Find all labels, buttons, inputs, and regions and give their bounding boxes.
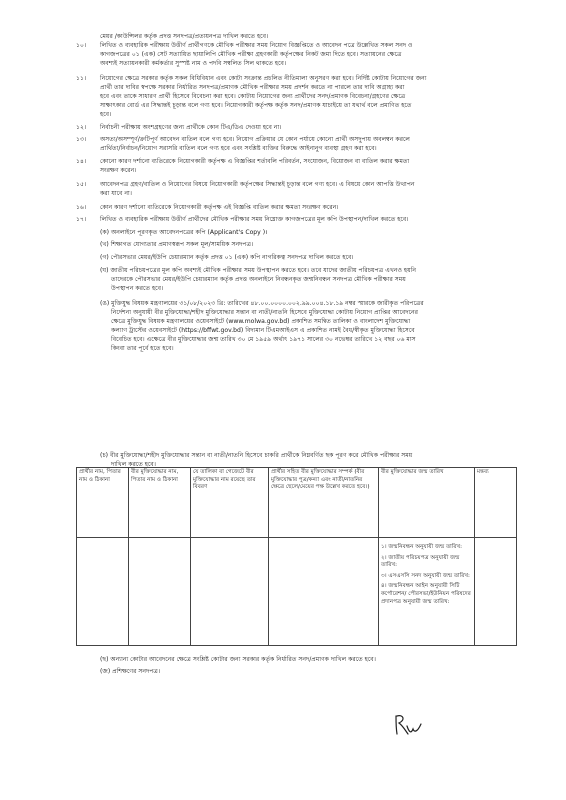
text-line: উপস্থাপন করতে হবে। [111, 285, 164, 292]
applicant-cell[interactable] [77, 538, 129, 646]
table-header-row [77, 468, 517, 538]
text-line: সাক্ষাৎকার বোর্ড এর সিদ্ধান্তই চূড়ান্ত বলে গণ্য হবে। নিয়োগকারী কর্তৃপক্ষ কর্তৃক সনদ/প্রমাণক যাচাইয়ে তা যথার্থ বলে প্রমাণিত হতে [100, 102, 412, 109]
text-line: কিংবা তার পূর্বে হতে হবে। [111, 345, 174, 352]
item-number: ১৪। [76, 158, 87, 165]
birth-date-item: ২। জাতীয় পরিচয়পত্র অনুযায়ী জন্ম তারিখ: [381, 554, 460, 569]
item-number: ১৩। [76, 136, 87, 143]
freedom-fighter-cell[interactable] [129, 538, 191, 646]
text-line: (ঘ) জাতীয় পরিচয়পত্রের মূল কপি অবশ্যই মৌখিক পরীক্ষার সময় উপস্থাপন করতে হবে। তবে যাদের জাতীয় পরিচয়পত্র এখনও হয়নি [100, 267, 417, 274]
item-number: ১১। [76, 75, 87, 82]
text-line: হবে এবং তাকে সাধারণ প্রার্থী হিসেবে বিবেচনা করা হবে। কোটায় নিয়োগের জন্য প্রার্থীদের সনদ/প্রমাণক বিবেচনা/গ্রহণের ক্ষেত্রে [100, 93, 406, 100]
text-line: নির্বাচনী পরীক্ষায় অংশগ্রহণের জন্য প্রার্থীকে কোন টিএ/ডিএ দেওয়া হবে না। [100, 124, 282, 131]
birth-date-item: ১। জন্মনিবন্ধন অনুযায়ী জন্ম তারিখ: [381, 544, 463, 550]
text-line: হবে। [100, 111, 112, 118]
item-number: ১৫। [76, 181, 87, 188]
signature-image [392, 712, 426, 738]
text-line: প্রার্থী তার দাবির স্বপক্ষে সরকার নির্ধারিত সনদপত্র/প্রমাণক মৌখিক পরীক্ষার সময় প্রদর্শন করতে না পারলে তার দাবি অগ্রাহ্য করা [100, 84, 405, 91]
table-header-cell: যে তালিকা বা গেজেটে বীর মুক্তিযোদ্ধার নাম রয়েছে তার বিবরণ [191, 468, 269, 538]
item-number: ১৭। [76, 216, 87, 223]
gazette-cell[interactable] [191, 538, 269, 646]
text-line: নিয়োগের ক্ষেত্রে সরকার কর্তৃক সকল বিধিবিধান এবং কোটা সংক্রান্ত প্রচলিত নীতিমালা অনুসরণ করা হবে। নির্দিষ্ট কোটায় নিয়োগের জন্য [100, 75, 427, 82]
table-header-cell: বীর মুক্তিযোদ্ধার জন্ম তারিখ [379, 468, 475, 538]
text-line: লিখিত ও ব্যবহারিক পরীক্ষায় উত্তীর্ণ প্রার্থীদের মৌখিক পরীক্ষার সময় নিম্নোক্ত কাগজপত্রের মূল কপি উপস্থাপন/দাখিল করতে হবে। [100, 216, 409, 223]
text-line: কল্যাণ ট্রাস্টের ওয়েবসাইটে (https://bffwt.gov.bd) বিদ্যমান টিএমআইএস এ প্রকাশিত নামই বৈধ/স্বীকৃত মুক্তিযোদ্ধা হিসেবে [111, 327, 415, 334]
table-header-cell: প্রার্থীর নাম, পিতার নাম ও ঠিকানা [77, 468, 129, 538]
text-line: আবেদনপত্র গ্রহণ/বাতিল ও নিয়োগের বিষয়ে নিয়োগকারী কর্তৃপক্ষের সিদ্ধান্তই চূড়ান্ত বলে গণ্য হবে। এ বিষয়ে কোন আপত্তি উত্থাপন [100, 181, 415, 188]
text-line: কোনো কারণ দর্শানো ব্যতিরেকে নিয়োগকারী কর্তৃপক্ষ এ বিজ্ঞপ্তির শর্তাবলি পরিবর্তন, সংযোজন, বিয়োজন বা বাতিল করার ক্ষমতা [100, 158, 410, 165]
table-row [77, 538, 517, 646]
text-line: সংরক্ষণ করেন। [100, 167, 137, 174]
text-line: (খ) শিক্ষাগত যোগ্যতার প্রমাণস্বরূপ সকল মূল/সাময়িক সনদপত্র। [100, 241, 254, 248]
table-header-cell: মন্তব্য [475, 468, 517, 538]
text-line: অসত্য/অসম্পূর্ণ/ক্রটিপূর্ণ আবেদন বাতিল বলে গণ্য হবে। নিয়োগ প্রক্রিয়ার যে কোন পর্যায়ে কোনো প্রার্থী অসদুপায় অবলম্বন করলে [100, 136, 410, 143]
item-number: ১২। [76, 124, 87, 131]
text-line: কাগজপত্রের ০১ (এক) সেট সত্যায়িত ছায়ালিপি মৌখিক পরীক্ষা গ্রহণকারী কর্তৃপক্ষের নিকট জমা দিতে হবে। সত্যায়নের ক্ষেত্রে [100, 51, 402, 58]
table-header-cell: বীর মুক্তিযোদ্ধার নাম, পিতার নাম ও ঠিকানা [129, 468, 191, 538]
table-header-cell: প্রার্থীর সহিত বীর মুক্তিযোদ্ধার সম্পর্ক (বীর মুক্তিযোদ্ধার পুত্র/কন্যা এবং নাতী/নাতনির ক্ষেত্রে ছেলে/মেয়ের পক্ষ উল্লেখ করতে হবে।) [269, 468, 379, 538]
text-line: করা যাবে না। [100, 190, 132, 197]
item-number: ১৬। [76, 204, 87, 211]
text-line: (ঙ) মুক্তিযুদ্ধ বিষয়ক মন্ত্রণালয়ের ৩১/০৮/২০২৩ খ্রি: তারিখের ৪৮.০০.০০০০.০০২.৯৯.০০৪.১৮.১৯ নম্বর স্মারকে জারীকৃত পরিপত্রের [100, 300, 424, 307]
freedom-fighter-form-table [76, 467, 517, 646]
text-line: (গ) পৌরসভার মেয়র/ইউপি চেয়ারম্যান কর্তৃক প্রদত্ত ০১ (এক) কপি নাগরিকত্ব সনদপত্র দাখিল করতে হবে। [100, 254, 354, 261]
item-number: ১০। [76, 42, 87, 49]
relation-cell[interactable] [269, 538, 379, 646]
text-line: বিবেচিত হবে। এক্ষেত্রে বীর মুক্তিযোদ্ধার জন্ম তারিখ ৩০ মে ১৯৫৯ অর্থাৎ ১৯৭১ সালের ৩০ নভেম্বর তারিখে ১২ বছর ০৬ মাস [111, 336, 416, 343]
text-line: (জ) প্রশিক্ষণের সনদপত্র। [100, 668, 161, 675]
text-line: অবশ্যই সত্যায়নকারী কর্মকর্তার সুস্পষ্ট নাম ও পদবি সম্বলিত সিল থাকতে হবে। [100, 60, 287, 67]
text-line: নির্দেশনা অনুযায়ী বীর মুক্তিযোদ্ধা/শহীদ মুক্তিযোদ্ধার সন্তান বা নাতী/নাতনি হিসেবে মুক্তিযোদ্ধা কোটায় নিয়োগ প্রাপ্তির আবেদনের [111, 309, 418, 316]
text-line: (চ) বীর মুক্তিযোদ্ধা/শহীদ মুক্তিযোদ্ধার সন্তান বা নাতী/নাতনি হিসেবে চাকরি প্রার্থীকে নিম্নবর্ণিত ছক পূরণ করে মৌখিক পরীক্ষার সময় [100, 452, 413, 459]
text-line: দাখিল করতে হবে। [111, 461, 156, 468]
birth-date-cell[interactable] [379, 538, 475, 646]
birth-date-item: ৪। জন্মনিবন্ধন আইন অনুযায়ী সিটি কর্পোরেশন/ পৌরসভা/ইউনিয়ন পরিষদের প্রদানপত্র অনুযায়ী জন্ম তারিখ: [381, 583, 471, 605]
text-line: কোন কারণ দর্শানো ব্যতিরেকে নিয়োগকারী কর্তৃপক্ষ এই বিজ্ঞপ্তি বাতিল করার ক্ষমতা সংরক্ষণ করেন। [100, 204, 339, 211]
text-line: (ছ) অন্যান্য কোটার আবেদনের ক্ষেত্রে সংশ্লিষ্ট কোটার জন্য সরকার কর্তৃক নির্ধারিত সনদ/প্রমাণক দাখিল করতে হবে। [100, 656, 376, 663]
birth-date-item: ৩। এসএসসি সনদ অনুযায়ী জন্ম তারিখ: [381, 572, 470, 579]
text-line: মেয়র /কাউন্সিলর কর্তৃক প্রদত্ত সনদপত্র/প্রত্যয়নপত্র দাখিল করতে হবে। [100, 33, 269, 40]
text-line: প্রার্থিতা/নির্বাচন/নিয়োগ সরাসরি বাতিল বলে গণ্য হবে এবং সংশ্লিষ্ট ব্যক্তির বিরুদ্ধে আইনানুগ ব্যবস্থা গ্রহণ করা হবে। [100, 145, 377, 152]
text-line: লিখিত ও ব্যবহারিক পরীক্ষায় উত্তীর্ণ প্রার্থীগণকে মৌখিক পরীক্ষার সময় নিয়োগ বিজ্ঞপ্তিতে ও আবেদন পত্রে উল্লেখিত সকল সনদ ও [100, 42, 413, 49]
remarks-cell[interactable] [475, 538, 517, 646]
text-line: তাদেরকে পৌরসভার মেয়র/ইউপি চেয়ারম্যান কর্তৃক প্রদত্ত অনলাইনে নিবন্ধনকৃত জন্মনিবন্ধন সনদপত্র মৌখিক পরীক্ষার সময় [111, 276, 406, 283]
text-line: ক্ষেত্রে মুক্তিযুদ্ধ বিষয়ক মন্ত্রণালয়ের ওয়েবসাইটে (www.molwa.gov.bd) প্রকাশিত সমন্বিত তালিকা ও বাংলাদেশ মুক্তিযোদ্ধা [111, 318, 411, 325]
text-line: (ক) অনলাইনে পূরণকৃত আবেদনপত্রের কপি (Applicant's Copy )। [100, 229, 268, 236]
